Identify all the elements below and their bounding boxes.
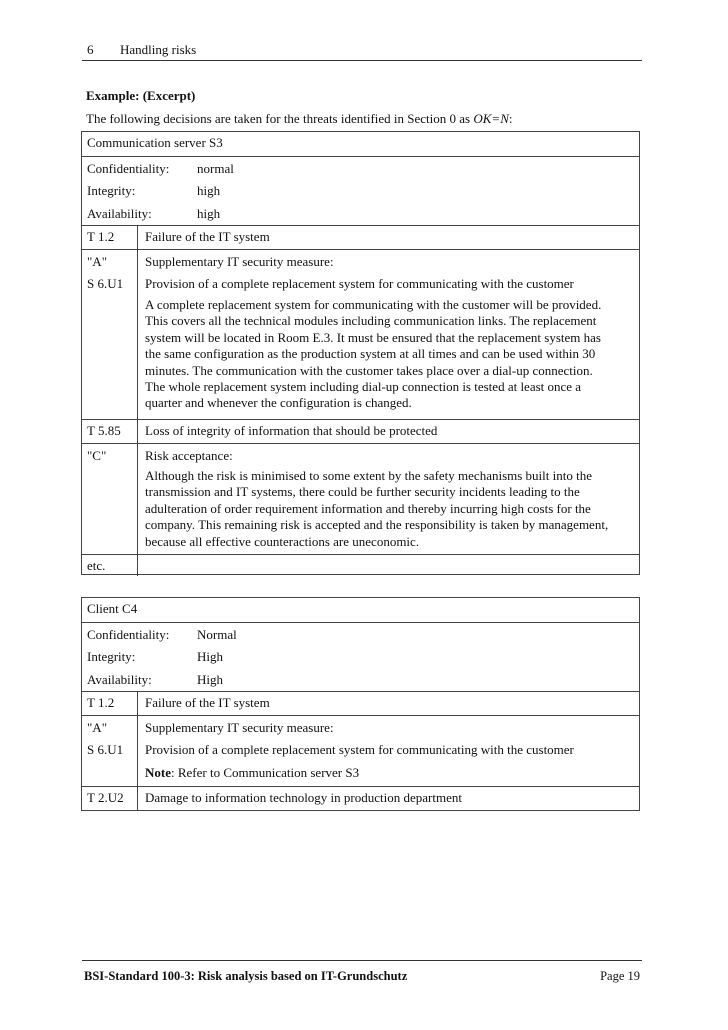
table-title-row (82, 132, 639, 156)
column-divider (137, 272, 138, 295)
rating-label: Integrity: (87, 183, 136, 198)
decision-code: "C" (87, 448, 107, 463)
column-divider (137, 444, 138, 466)
rating-value: high (197, 183, 221, 198)
column-divider (137, 738, 138, 761)
text-line: the same configuration as the production system at all times and can be used within 30 (145, 346, 596, 362)
column-divider (137, 555, 138, 576)
rating-row (82, 645, 639, 668)
measure-code: S 6.U1 (87, 276, 124, 291)
text-line: company. This remaining risk is accepted and the responsibility is taken by management, (145, 517, 609, 533)
column-divider (137, 250, 138, 272)
measure-title: Provision of a complete replacement system for communicating with the customer (145, 276, 574, 291)
column-divider (137, 420, 138, 443)
measure-title: Provision of a complete replacement system for communicating with the customer (145, 742, 574, 757)
rating-value: High (197, 649, 223, 664)
column-divider (137, 761, 138, 786)
measure-description (82, 295, 639, 419)
chapter-number: 6 (87, 42, 94, 57)
column-divider (137, 716, 138, 738)
rating-row (82, 202, 639, 225)
measure-row (82, 272, 639, 295)
rating-label: Availability: (87, 206, 152, 221)
table-title-row (82, 598, 639, 622)
rating-value: normal (197, 161, 234, 176)
page-number: Page 19 (600, 969, 640, 983)
threat-row (82, 419, 639, 443)
measure-code: S 6.U1 (87, 742, 124, 757)
page-footer (84, 968, 640, 986)
column-divider (137, 787, 138, 810)
text-line: because all effective counteractions are uneconomic. (145, 533, 420, 549)
threat-code: T 2.U2 (87, 790, 124, 805)
table-title: Communication server S3 (87, 135, 223, 150)
column-divider (137, 466, 138, 554)
text-line: The whole replacement system including dial-up connection is tested at least once a (145, 379, 582, 395)
decision-text: Supplementary IT security measure: (145, 720, 334, 735)
decision-description (82, 466, 639, 554)
text-line: This covers all the technical modules including communication links. The replacement (145, 313, 597, 329)
rating-value: Normal (197, 627, 237, 642)
column-divider (137, 226, 138, 249)
footer-rule (82, 960, 642, 961)
decision-paragraph (145, 468, 637, 550)
rating-row (82, 622, 639, 645)
decision-text: Risk acceptance: (145, 448, 233, 463)
text-line: quarter and whenever the configuration is changed. (145, 395, 412, 411)
decision-row (82, 715, 639, 738)
rating-value: High (197, 672, 223, 687)
note-label: Note (145, 765, 171, 780)
header-rule (82, 60, 642, 61)
threat-text: Failure of the IT system (145, 229, 270, 244)
decision-code: "A" (87, 254, 108, 269)
column-divider (137, 295, 138, 419)
threat-code: T 1.2 (87, 695, 115, 710)
text-line: transmission and IT systems, there could be further security incidents leading to the (145, 484, 580, 500)
text-line: A complete replacement system for communicating with the customer will be provided. (145, 297, 602, 312)
decision-row (82, 443, 639, 466)
note-body: : Refer to Communication server S3 (171, 765, 360, 780)
note-row (82, 761, 639, 786)
chapter-title: Handling risks (120, 42, 197, 57)
decision-row (82, 249, 639, 272)
footer-title: BSI-Standard 100-3: Risk analysis based on IT-Grundschutz (84, 969, 408, 983)
threat-row (82, 691, 639, 715)
threat-row (82, 786, 639, 810)
measure-paragraph (145, 297, 637, 412)
table-title: Client C4 (87, 601, 138, 616)
etc-text: etc. (87, 558, 106, 573)
intro-italic: OK=N (473, 111, 509, 126)
threat-code: T 5.85 (87, 423, 121, 438)
communication-server-table (81, 131, 640, 575)
rating-label: Confidentiality: (87, 627, 170, 642)
rating-row (82, 668, 639, 691)
measure-row (82, 738, 639, 761)
threat-code: T 1.2 (87, 229, 115, 244)
decision-code: "A" (87, 720, 108, 735)
threat-row (82, 225, 639, 249)
intro-text: The following decisions are taken for the threats identified in Section 0 as OK=N: (86, 111, 513, 126)
threat-text: Loss of integrity of information that should be protected (145, 423, 438, 438)
etc-row (82, 554, 639, 576)
rating-label: Integrity: (87, 649, 136, 664)
text-line: system will be located in Room E.3. It must be ensured that the replacement system has (145, 329, 601, 345)
decision-text: Supplementary IT security measure: (145, 254, 334, 269)
rating-row (82, 179, 639, 202)
column-divider (137, 692, 138, 715)
text-line: adulteration of order requirement information and thereby incurring high costs for the (145, 500, 591, 516)
client-table (81, 597, 640, 811)
example-heading: Example: (Excerpt) (86, 88, 196, 103)
rating-label: Confidentiality: (87, 161, 170, 176)
text-line: Although the risk is minimised to some extent by the safety mechanisms built into the (145, 468, 592, 483)
rating-value: high (197, 206, 221, 221)
page-header (82, 42, 642, 60)
rating-label: Availability: (87, 672, 152, 687)
threat-text: Failure of the IT system (145, 695, 270, 710)
text-line: minutes. The communication with the customer takes place over a dial-up connection. (145, 362, 593, 378)
threat-text: Damage to information technology in production department (145, 790, 462, 805)
rating-row (82, 156, 639, 179)
note-text (145, 765, 359, 781)
